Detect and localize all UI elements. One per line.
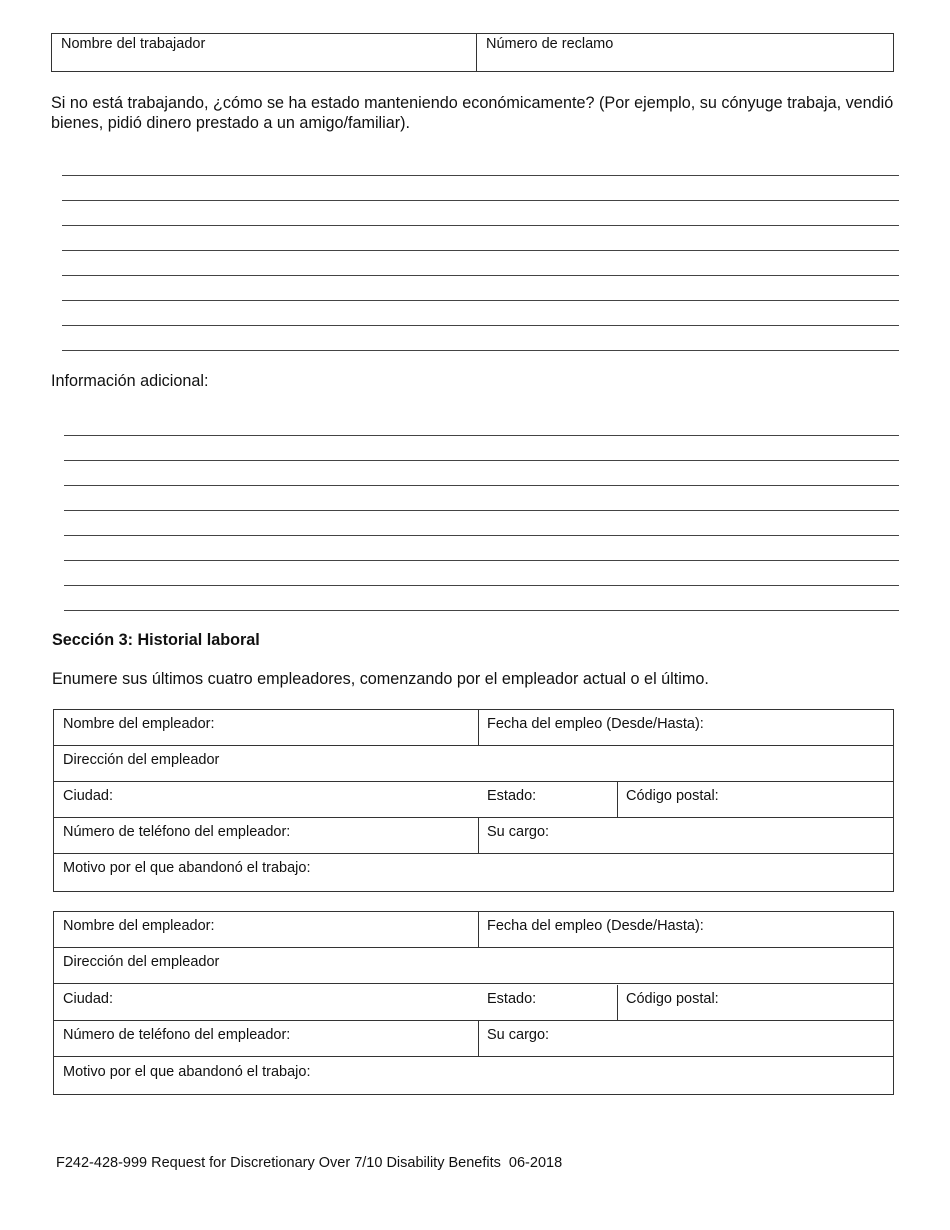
employer-row-name (54, 912, 893, 948)
city-field[interactable] (54, 985, 478, 1020)
city-label: Ciudad: (63, 788, 113, 804)
section3-title: Sección 3: Historial laboral (52, 631, 260, 649)
employer-phone-field[interactable] (54, 1021, 478, 1056)
answer-line (64, 535, 899, 536)
employer-phone-field[interactable] (54, 818, 478, 853)
answer-line (62, 175, 899, 176)
position-field[interactable] (478, 1021, 893, 1056)
zip-label: Código postal: (626, 991, 719, 1007)
employer-row-reason (54, 854, 893, 890)
employer-address-field[interactable] (54, 746, 893, 781)
employer-address-field[interactable] (54, 948, 893, 983)
employer-name-field[interactable] (54, 912, 478, 947)
answer-line (62, 225, 899, 226)
city-field[interactable] (54, 782, 478, 817)
answer-line (64, 610, 899, 611)
employer-name-label: Nombre del empleador: (63, 716, 215, 732)
answer-line (62, 350, 899, 351)
state-field[interactable] (478, 782, 617, 817)
section3-instructions: Enumere sus últimos cuatro empleadores, comenzando por el empleador actual o el último. (52, 670, 709, 688)
additional-info-label: Información adicional: (51, 372, 209, 390)
answer-line (62, 200, 899, 201)
answer-line (64, 435, 899, 436)
answer-line (62, 300, 899, 301)
employer-name-field[interactable] (54, 710, 478, 745)
employer-row-phone (54, 818, 893, 854)
employer-name-label: Nombre del empleador: (63, 918, 215, 934)
header-table (51, 33, 894, 72)
employer-row-reason (54, 1058, 893, 1094)
employer-phone-label: Número de teléfono del empleador: (63, 824, 291, 840)
employment-dates-field[interactable] (478, 912, 893, 947)
state-label: Estado: (487, 991, 537, 1007)
zip-field[interactable] (617, 782, 893, 817)
state-label: Estado: (487, 788, 537, 804)
employer-row-address (54, 948, 893, 984)
zip-label: Código postal: (626, 788, 719, 804)
position-label: Su cargo: (487, 1027, 550, 1043)
position-label: Su cargo: (487, 824, 550, 840)
claim-number-field[interactable] (477, 34, 893, 71)
employer-row-name (54, 710, 893, 746)
employment-dates-field[interactable] (478, 710, 893, 745)
claim-number-label: Número de reclamo (486, 36, 614, 52)
answer-line (62, 250, 899, 251)
answer-line (62, 325, 899, 326)
answer-line (64, 510, 899, 511)
position-field[interactable] (478, 818, 893, 853)
worker-name-field[interactable] (52, 34, 477, 71)
employment-dates-label: Fecha del empleo (Desde/Hasta): (487, 716, 704, 732)
city-label: Ciudad: (63, 991, 113, 1007)
answer-line (64, 460, 899, 461)
support-question: Si no está trabajando, ¿cómo se ha estado manteniendo económicamente? (Por ejemplo, su cónyuge trabaja, vendió bienes, pidió dinero prestado a un amigo/familiar). (51, 94, 894, 132)
employer-row-city (54, 782, 893, 818)
employer-row-address (54, 746, 893, 782)
answer-line (62, 275, 899, 276)
reason-left-label: Motivo por el que abandonó el trabajo: (63, 860, 311, 876)
answer-line (64, 485, 899, 486)
zip-field[interactable] (617, 985, 893, 1020)
employer-phone-label: Número de teléfono del empleador: (63, 1027, 291, 1043)
answer-line (64, 560, 899, 561)
answer-line (64, 585, 899, 586)
state-field[interactable] (478, 985, 617, 1020)
employer-block (53, 709, 894, 892)
employer-block (53, 911, 894, 1095)
employer-address-label: Dirección del empleador (63, 752, 220, 768)
reason-left-label: Motivo por el que abandonó el trabajo: (63, 1064, 311, 1080)
employer-row-city (54, 985, 893, 1021)
employer-address-label: Dirección del empleador (63, 954, 220, 970)
employer-row-phone (54, 1021, 893, 1057)
form-footer: F242-428-999 Request for Discretionary Over 7/10 Disability Benefits 06-2018 (56, 1155, 563, 1171)
reason-left-field[interactable] (54, 854, 893, 890)
reason-left-field[interactable] (54, 1058, 893, 1094)
worker-name-label: Nombre del trabajador (61, 36, 206, 52)
employment-dates-label: Fecha del empleo (Desde/Hasta): (487, 918, 704, 934)
